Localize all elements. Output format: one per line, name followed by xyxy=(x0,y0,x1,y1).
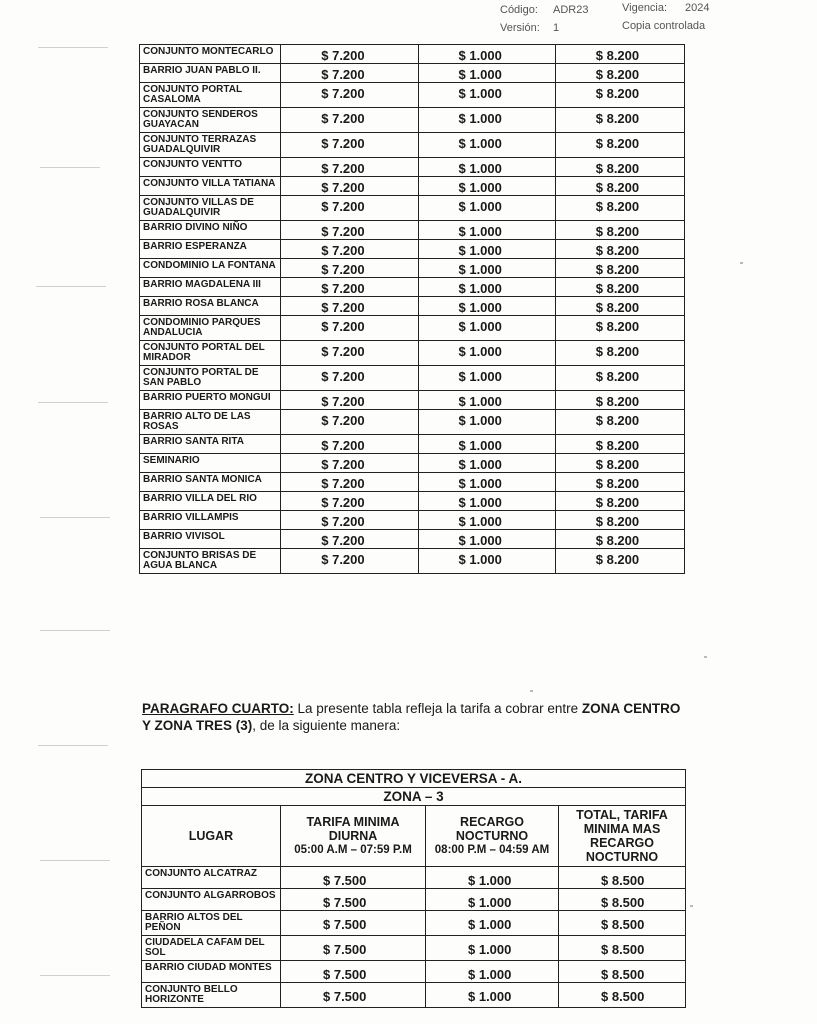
table-row xyxy=(142,961,686,983)
place-cell: BARRIO DIVINO NIÑO xyxy=(140,221,281,240)
table-row xyxy=(140,240,685,259)
tariff-table-zona-2 xyxy=(139,44,685,574)
lugar-label: LUGAR xyxy=(188,829,234,843)
scan-speck xyxy=(530,690,533,692)
total-cell: $ 8.200 xyxy=(555,391,684,410)
recargo-cell: $ 1.000 xyxy=(426,867,559,889)
place-cell: BARRIO VIVISOL xyxy=(140,530,281,549)
copia-controlada: Copia controlada xyxy=(622,20,706,32)
tarifa-cell: $ 7.200 xyxy=(281,410,418,435)
place-cell: CONJUNTO PORTAL DE SAN PABLO xyxy=(140,366,281,391)
total-cell: $ 8.200 xyxy=(555,278,684,297)
tarifa-cell: $ 7.200 xyxy=(281,297,418,316)
total-cell: $ 8.500 xyxy=(559,889,686,911)
col-header-tarifa xyxy=(281,806,426,867)
table-row xyxy=(140,410,685,435)
place-cell: CONJUNTO ALCATRAZ xyxy=(142,867,281,889)
place-cell: CONDOMINIO LA FONTANA xyxy=(140,259,281,278)
total-cell: $ 8.200 xyxy=(555,511,684,530)
table-row xyxy=(140,133,685,158)
tarifa-cell: $ 7.200 xyxy=(281,240,418,259)
tarifa-cell: $ 7.200 xyxy=(281,177,418,196)
total-cell: $ 8.200 xyxy=(555,177,684,196)
table-row xyxy=(140,259,685,278)
total-cell: $ 8.200 xyxy=(555,473,684,492)
place-cell: BARRIO ALTO DE LAS ROSAS xyxy=(140,410,281,435)
tarifa-cell: $ 7.200 xyxy=(281,196,418,221)
recargo-cell: $ 1.000 xyxy=(418,530,555,549)
place-cell: CONJUNTO BRISAS DE AGUA BLANCA xyxy=(140,549,281,574)
vigencia-value: 2024 xyxy=(685,2,710,14)
paragraph-text-1: La presente tabla refleja la tarifa a cobrar entre xyxy=(293,701,582,716)
scan-mark xyxy=(40,975,110,976)
scan-mark xyxy=(40,630,110,631)
tarifa-cell: $ 7.200 xyxy=(281,391,418,410)
table-row xyxy=(140,108,685,133)
table-row xyxy=(140,391,685,410)
total-cell: $ 8.200 xyxy=(555,530,684,549)
recargo-cell: $ 1.000 xyxy=(426,911,559,936)
paragraph-heading: PARAGRAFO CUARTO: xyxy=(142,701,294,716)
codigo-value: ADR23 xyxy=(553,4,589,16)
recargo-cell: $ 1.000 xyxy=(418,45,555,64)
table-row xyxy=(142,867,686,889)
tarifa-cell: $ 7.200 xyxy=(281,133,418,158)
table-row xyxy=(140,473,685,492)
total-cell: $ 8.200 xyxy=(555,158,684,177)
place-cell: CONJUNTO VILLA TATIANA xyxy=(140,177,281,196)
tarifa-cell: $ 7.200 xyxy=(281,473,418,492)
total-cell: $ 8.500 xyxy=(559,961,686,983)
total-cell: $ 8.500 xyxy=(559,983,686,1008)
recargo-cell: $ 1.000 xyxy=(418,473,555,492)
tarifa-cell: $ 7.500 xyxy=(281,911,426,936)
table-row xyxy=(140,341,685,366)
table-row xyxy=(142,889,686,911)
recargo-cell: $ 1.000 xyxy=(418,341,555,366)
tariff-table-zona-3 xyxy=(141,769,686,1008)
table-row xyxy=(140,511,685,530)
table-row xyxy=(142,983,686,1008)
total-cell: $ 8.200 xyxy=(555,83,684,108)
col-header-recargo xyxy=(426,806,559,867)
total-cell: $ 8.200 xyxy=(555,221,684,240)
scan-mark xyxy=(38,745,108,746)
place-cell: CONJUNTO TERRAZAS GUADALQUIVIR xyxy=(140,133,281,158)
total-cell: $ 8.200 xyxy=(555,297,684,316)
tarifa-hours: 05:00 A.M – 07:59 P.M xyxy=(294,844,412,856)
place-cell: SEMINARIO xyxy=(140,454,281,473)
table-row xyxy=(140,530,685,549)
table-row xyxy=(140,366,685,391)
total-cell: $ 8.200 xyxy=(555,341,684,366)
recargo-cell: $ 1.000 xyxy=(418,454,555,473)
recargo-cell: $ 1.000 xyxy=(418,259,555,278)
scan-mark xyxy=(40,517,110,518)
place-cell: CONJUNTO PORTAL DEL MIRADOR xyxy=(140,341,281,366)
total-cell: $ 8.200 xyxy=(555,240,684,259)
recargo-cell: $ 1.000 xyxy=(418,240,555,259)
col-header-lugar xyxy=(142,806,281,867)
version-value: 1 xyxy=(553,22,560,34)
table-subtitle: ZONA – 3 xyxy=(142,788,686,806)
tarifa-cell: $ 7.200 xyxy=(281,64,418,83)
place-cell: BARRIO JUAN PABLO II. xyxy=(140,64,281,83)
total-cell: $ 8.500 xyxy=(559,911,686,936)
total-cell: $ 8.500 xyxy=(559,936,686,961)
place-cell: CIUDADELA CAFAM DEL SOL xyxy=(142,936,281,961)
place-cell: BARRIO CIUDAD MONTES xyxy=(142,961,281,983)
place-cell: CONJUNTO VENTTO xyxy=(140,158,281,177)
place-cell: BARRIO PUERTO MONGUI xyxy=(140,391,281,410)
tarifa-cell: $ 7.500 xyxy=(281,889,426,911)
total-cell: $ 8.200 xyxy=(555,133,684,158)
recargo-hours: 08:00 P.M – 04:59 AM xyxy=(434,844,550,856)
tarifa-cell: $ 7.200 xyxy=(281,45,418,64)
recargo-cell: $ 1.000 xyxy=(418,492,555,511)
codigo-label: Código: xyxy=(500,4,538,16)
place-cell: BARRIO SANTA MONICA xyxy=(140,473,281,492)
tarifa-cell: $ 7.500 xyxy=(281,936,426,961)
table-row xyxy=(140,549,685,574)
version-label: Versión: xyxy=(500,22,540,34)
table-row xyxy=(140,177,685,196)
total-cell: $ 8.200 xyxy=(555,410,684,435)
scan-speck xyxy=(690,905,693,907)
tarifa-cell: $ 7.200 xyxy=(281,366,418,391)
table-row xyxy=(140,297,685,316)
table-row xyxy=(140,221,685,240)
paragrafo-cuarto xyxy=(142,700,682,734)
place-cell: BARRIO ROSA BLANCA xyxy=(140,297,281,316)
table-title: ZONA CENTRO Y VICEVERSA - A. xyxy=(142,770,686,788)
table-row xyxy=(142,936,686,961)
recargo-cell: $ 1.000 xyxy=(426,961,559,983)
recargo-cell: $ 1.000 xyxy=(418,133,555,158)
tarifa-cell: $ 7.200 xyxy=(281,454,418,473)
table-row xyxy=(140,278,685,297)
tarifa-cell: $ 7.200 xyxy=(281,341,418,366)
recargo-cell: $ 1.000 xyxy=(418,196,555,221)
recargo-cell: $ 1.000 xyxy=(418,108,555,133)
recargo-cell: $ 1.000 xyxy=(426,936,559,961)
scan-speck xyxy=(740,262,743,264)
tarifa-cell: $ 7.200 xyxy=(281,492,418,511)
place-cell: CONJUNTO MONTECARLO xyxy=(140,45,281,64)
total-cell: $ 8.500 xyxy=(559,867,686,889)
recargo-cell: $ 1.000 xyxy=(418,83,555,108)
recargo-cell: $ 1.000 xyxy=(418,366,555,391)
total-label: TOTAL, TARIFA MINIMA MAS RECARGO NOCTURNO xyxy=(576,808,668,864)
tarifa-cell: $ 7.500 xyxy=(281,961,426,983)
place-cell: BARRIO ESPERANZA xyxy=(140,240,281,259)
scan-mark xyxy=(38,402,108,403)
place-cell: CONDOMINIO PARQUES ANDALUCIA xyxy=(140,316,281,341)
recargo-cell: $ 1.000 xyxy=(418,511,555,530)
scan-mark xyxy=(38,47,108,48)
recargo-cell: $ 1.000 xyxy=(418,221,555,240)
tarifa-cell: $ 7.200 xyxy=(281,158,418,177)
scan-mark xyxy=(36,286,106,287)
recargo-cell: $ 1.000 xyxy=(418,297,555,316)
place-cell: CONJUNTO PORTAL CASALOMA xyxy=(140,83,281,108)
tarifa-cell: $ 7.200 xyxy=(281,83,418,108)
total-cell: $ 8.200 xyxy=(555,316,684,341)
tarifa-cell: $ 7.200 xyxy=(281,316,418,341)
tarifa-cell: $ 7.500 xyxy=(281,867,426,889)
place-cell: CONJUNTO ALGARROBOS xyxy=(142,889,281,911)
scan-mark xyxy=(40,167,100,168)
col-header-total xyxy=(559,806,686,867)
total-cell: $ 8.200 xyxy=(555,492,684,511)
total-cell: $ 8.200 xyxy=(555,549,684,574)
total-cell: $ 8.200 xyxy=(555,259,684,278)
recargo-label: RECARGO NOCTURNO xyxy=(455,815,529,843)
tarifa-cell: $ 7.200 xyxy=(281,435,418,454)
tarifa-label: TARIFA MINIMA DIURNA xyxy=(306,815,400,843)
place-cell: BARRIO VILLAMPIS xyxy=(140,511,281,530)
table-row xyxy=(142,911,686,936)
place-cell: CONJUNTO VILLAS DE GUADALQUIVIR xyxy=(140,196,281,221)
tarifa-cell: $ 7.200 xyxy=(281,511,418,530)
table-row xyxy=(140,64,685,83)
total-cell: $ 8.200 xyxy=(555,64,684,83)
paragraph-text-2: , de la siguiente manera: xyxy=(252,718,401,733)
tarifa-cell: $ 7.200 xyxy=(281,221,418,240)
scan-mark xyxy=(40,860,110,861)
table-row xyxy=(140,435,685,454)
recargo-cell: $ 1.000 xyxy=(418,435,555,454)
table-row xyxy=(140,454,685,473)
recargo-cell: $ 1.000 xyxy=(418,64,555,83)
recargo-cell: $ 1.000 xyxy=(426,983,559,1008)
recargo-cell: $ 1.000 xyxy=(418,410,555,435)
tarifa-cell: $ 7.200 xyxy=(281,259,418,278)
total-cell: $ 8.200 xyxy=(555,454,684,473)
place-cell: BARRIO MAGDALENA III xyxy=(140,278,281,297)
table-row xyxy=(140,83,685,108)
place-cell: BARRIO SANTA RITA xyxy=(140,435,281,454)
tarifa-cell: $ 7.200 xyxy=(281,530,418,549)
paragraph-bold: ZONA CENTRO Y ZONA TRES (3) xyxy=(142,701,681,733)
place-cell: CONJUNTO BELLO HORIZONTE xyxy=(142,983,281,1008)
recargo-cell: $ 1.000 xyxy=(418,316,555,341)
total-cell: $ 8.200 xyxy=(555,108,684,133)
place-cell: BARRIO ALTOS DEL PEÑON xyxy=(142,911,281,936)
place-cell: CONJUNTO SENDEROS GUAYACAN xyxy=(140,108,281,133)
recargo-cell: $ 1.000 xyxy=(426,889,559,911)
table-row xyxy=(140,492,685,511)
table-row xyxy=(140,45,685,64)
scan-speck xyxy=(704,656,707,658)
tarifa-cell: $ 7.200 xyxy=(281,549,418,574)
table-row xyxy=(140,158,685,177)
place-cell: BARRIO VILLA DEL RIO xyxy=(140,492,281,511)
total-cell: $ 8.200 xyxy=(555,196,684,221)
recargo-cell: $ 1.000 xyxy=(418,391,555,410)
recargo-cell: $ 1.000 xyxy=(418,278,555,297)
table-row xyxy=(140,316,685,341)
recargo-cell: $ 1.000 xyxy=(418,177,555,196)
recargo-cell: $ 1.000 xyxy=(418,549,555,574)
vigencia-label: Vigencia: xyxy=(622,2,668,14)
table-row xyxy=(140,196,685,221)
tarifa-cell: $ 7.200 xyxy=(281,278,418,297)
total-cell: $ 8.200 xyxy=(555,435,684,454)
tarifa-cell: $ 7.200 xyxy=(281,108,418,133)
total-cell: $ 8.200 xyxy=(555,366,684,391)
total-cell: $ 8.200 xyxy=(555,45,684,64)
recargo-cell: $ 1.000 xyxy=(418,158,555,177)
document-header xyxy=(0,0,817,40)
tarifa-cell: $ 7.500 xyxy=(281,983,426,1008)
